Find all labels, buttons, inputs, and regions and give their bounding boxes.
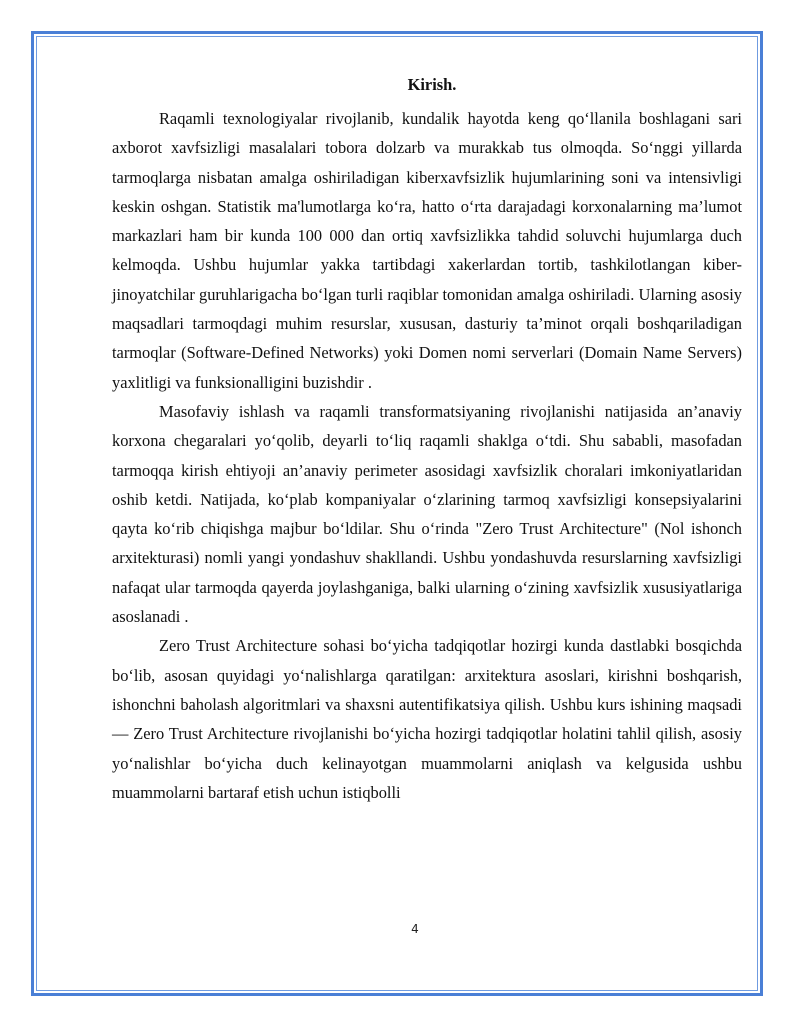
document-body bbox=[112, 70, 742, 807]
section-title: Kirish. bbox=[407, 75, 457, 94]
paragraph-3: Zero Trust Architecture sohasi bo‘yicha tadqiqotlar hozirgi kunda dastlabki bosqichda bo‘lib, asosan quyidagi yo‘nalishlarga qaratilgan: arxitektura asoslari, kirishni boshqarish, ishonchni baholash algoritmlari va shaxsni autentifikatsiya qilish. Ushbu kurs ishining maqsadi — Zero Trust Architecture rivojlanishi bo‘yicha hozirgi tadqiqotlar holatini tahlil qilish, asosiy yo‘nalishlar bo‘yicha duch kelinayotgan muammolarni aniqlash va kelgusida ushbu muammolarni bartaraf etish uchun istiqbolli bbox=[112, 636, 742, 802]
paragraph-1: Raqamli texnologiyalar rivojlanib, kundalik hayotda keng qo‘llanila boshlagani sari axborot xavfsizligi masalalari tobora dolzarb va murakkab tus olmoqda. So‘nggi yillarda tarmoqlarga nisbatan amalga oshiriladigan kiberxavfsizlik hujumlarining soni va intensivligi keskin oshgan. Statistik ma'lumotlarga ko‘ra, hatto o‘rta darajadagi korxonalarning ma’lumot markazlari ham bir kunda 100 000 dan ortiq xavfsizlikka tahdid soluvchi hujumlarga duch kelmoqda. Ushbu hujumlar yakka tartibdagi xakerlardan tortib, tashkilotlangan kiber-jinoyatchilar guruhlarigacha bo‘lgan turli raqiblar tomonidan amalga oshiriladi. Ularning asosiy maqsadlari tarmoqdagi muhim resurslar, xususan, dasturiy ta’minot orqali boshqariladigan tarmoqlar (Software-Defined Networks) yoki Domen nomi serverlari (Domain Name Servers) yaxlitligi va funksionalligini buzishdir . bbox=[112, 109, 742, 392]
page-number: 4 bbox=[411, 922, 419, 936]
paragraph-2: Masofaviy ishlash va raqamli transformatsiyaning rivojlanishi natijasida an’anaviy korxona chegaralari yo‘qolib, deyarli to‘liq raqamli shaklga o‘tdi. Shu sababli, masofadan tarmoqqa kirish ehtiyoji an’anaviy perimeter asosidagi xavfsizlik choralari imkoniyatlaridan oshib ketdi. Natijada, ko‘plab kompaniyalar o‘zlarining tarmoq xavfsizligi konsepsiyalarini qayta ko‘rib chiqishga majbur bo‘ldilar. Shu o‘rinda "Zero Trust Architecture" (Nol ishonch arxitekturasi) nomli yangi yondashuv shakllandi. Ushbu yondashuvda resurslarning xavfsizligi nafaqat ular tarmoqda qayerda joylashganiga, balki ularning o‘zining xavfsizlik xususiyatlariga asoslanadi . bbox=[112, 401, 742, 627]
